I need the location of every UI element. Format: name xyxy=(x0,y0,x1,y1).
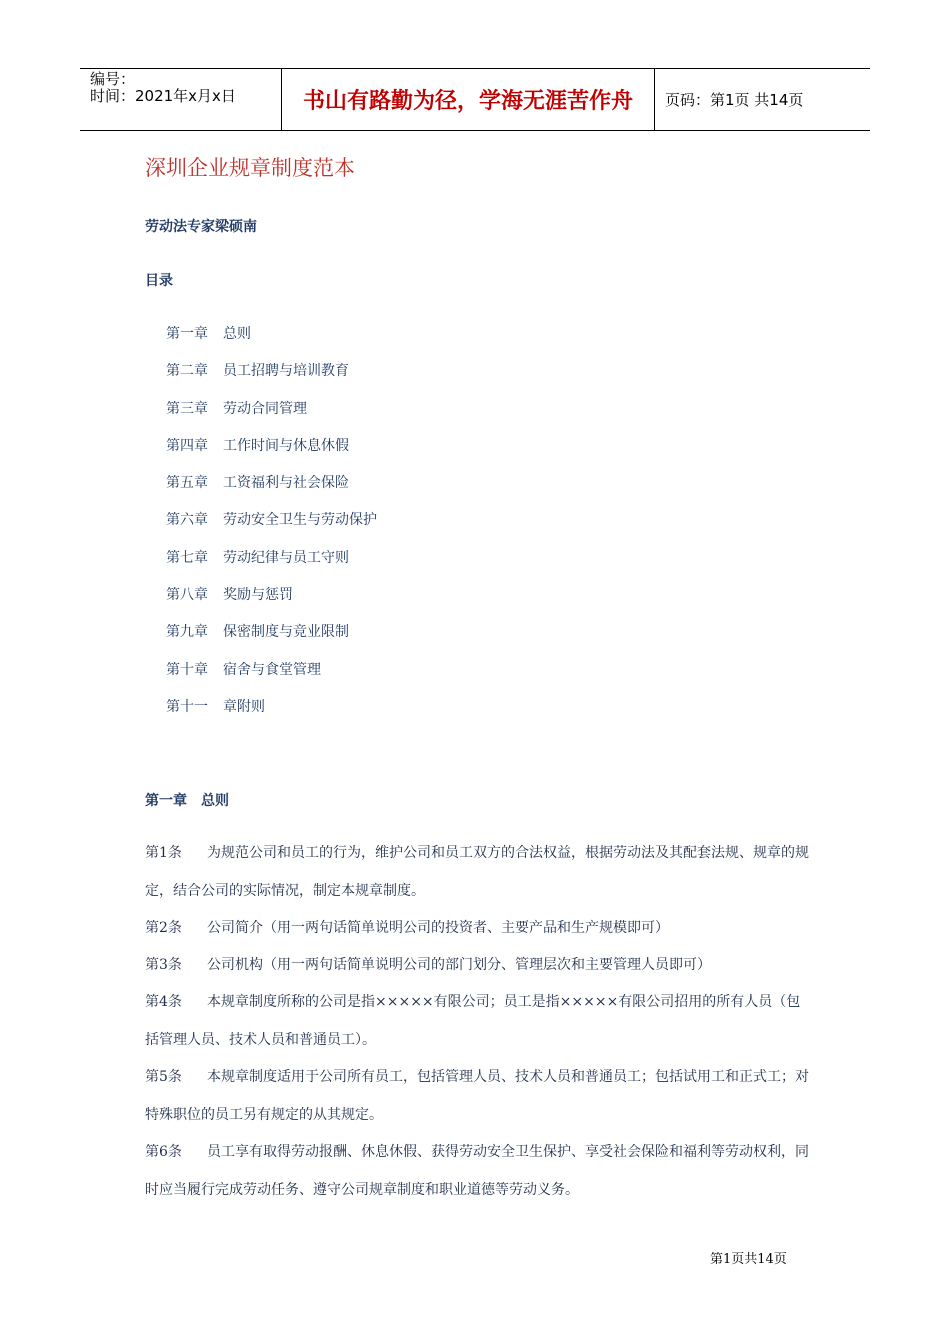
toc-item xyxy=(166,584,377,621)
toc-item-number: 第六章 xyxy=(166,512,208,529)
toc-heading: 目录 xyxy=(145,273,173,289)
toc-item-title: 总则 xyxy=(223,326,251,342)
article-number: 第1条 xyxy=(145,845,182,861)
article-text: 公司简介（用一两句话简单说明公司的投资者、主要产品和生产规模即可） xyxy=(207,920,669,936)
toc-item xyxy=(166,659,377,696)
toc-item-title: 保密制度与竞业限制 xyxy=(223,624,349,641)
article-text: 为规范公司和员工的行为，维护公司和员工双方的合法权益，根据劳动法及其配套法规、规章的规定，结合公司的实际情况，制定本规章制度。 xyxy=(145,845,809,899)
article-number: 第4条 xyxy=(145,994,182,1010)
document-time-label: 时间：2021年x月x日 xyxy=(90,87,236,105)
article-number: 第3条 xyxy=(145,957,182,973)
toc-item-title: 工作时间与休息休假 xyxy=(223,437,349,454)
article-paragraph xyxy=(145,1134,809,1209)
toc-item-title: 宿舍与食堂管理 xyxy=(223,661,321,678)
toc-item-number: 第四章 xyxy=(166,437,208,454)
article-text: 公司机构（用一两句话简单说明公司的部门划分、管理层次和主要管理人员即可） xyxy=(207,957,711,973)
article-text: 本规章制度适用于公司所有员工，包括管理人员、技术人员和普通员工；包括试用工和正式工；对特殊职位的员工另有规定的从其规定。 xyxy=(145,1069,809,1123)
document-title: 深圳企业规章制度范本 xyxy=(145,156,355,180)
article-number: 第5条 xyxy=(145,1069,182,1085)
article-paragraph xyxy=(145,910,809,948)
document-number-label: 编号： xyxy=(90,70,136,88)
toc-item xyxy=(166,360,377,397)
toc-item-number: 第五章 xyxy=(166,475,208,492)
header-motto: 书山有路勤为径，学海无涯苦作舟 xyxy=(302,89,633,114)
toc-item-number: 第十章 xyxy=(166,661,208,678)
toc-item xyxy=(166,509,377,546)
header-page-number: 页码：第1页 共14页 xyxy=(665,91,804,109)
article-number: 第6条 xyxy=(145,1144,182,1160)
document-author: 劳动法专家梁硕南 xyxy=(145,219,257,235)
toc-item-title: 劳动纪律与员工守则 xyxy=(223,549,349,566)
toc-item-title: 员工招聘与培训教育 xyxy=(223,363,349,380)
chapter-title: 总则 xyxy=(201,793,229,809)
chapter-heading xyxy=(145,790,229,810)
toc-item-title: 工资福利与社会保险 xyxy=(223,475,349,492)
article-paragraph xyxy=(145,947,809,985)
toc-item-number: 第十一 xyxy=(166,698,208,715)
toc-item-title: 劳动安全卫生与劳动保护 xyxy=(223,512,377,529)
header-meta xyxy=(90,69,280,132)
toc-item-number: 第三章 xyxy=(166,400,208,417)
article-paragraph xyxy=(145,1059,809,1134)
toc-item xyxy=(166,398,377,435)
article-number: 第2条 xyxy=(145,920,182,936)
toc-item-title: 劳动合同管理 xyxy=(223,400,307,417)
toc-item-title: 章附则 xyxy=(223,698,265,715)
toc-item xyxy=(166,472,377,509)
article-text: 本规章制度所称的公司是指×××××有限公司；员工是指×××××有限公司招用的所有人员（包括管理人员、技术人员和普通员工）。 xyxy=(145,994,801,1048)
toc-item-title: 奖励与惩罚 xyxy=(223,587,293,604)
toc-item xyxy=(166,435,377,472)
chapter-number: 第一章 xyxy=(145,793,187,809)
article-paragraph xyxy=(145,835,809,910)
toc-item xyxy=(166,696,377,733)
table-of-contents xyxy=(166,323,377,733)
page-header xyxy=(80,68,870,131)
article-paragraph xyxy=(145,984,809,1059)
toc-item xyxy=(166,323,377,360)
toc-item xyxy=(166,621,377,658)
header-divider xyxy=(654,69,655,130)
toc-item-number: 第七章 xyxy=(166,549,208,566)
toc-item-number: 第一章 xyxy=(166,326,208,342)
toc-item-number: 第八章 xyxy=(166,587,208,604)
toc-item xyxy=(166,547,377,584)
article-text: 员工享有取得劳动报酬、休息休假、获得劳动安全卫生保护、享受社会保险和福利等劳动权利，同时应当履行完成劳动任务、遵守公司规章制度和职业道德等劳动义务。 xyxy=(145,1144,809,1198)
page-footer: 第1页共14页 xyxy=(710,1252,787,1267)
toc-item-number: 第二章 xyxy=(166,363,208,380)
toc-item-number: 第九章 xyxy=(166,624,208,641)
